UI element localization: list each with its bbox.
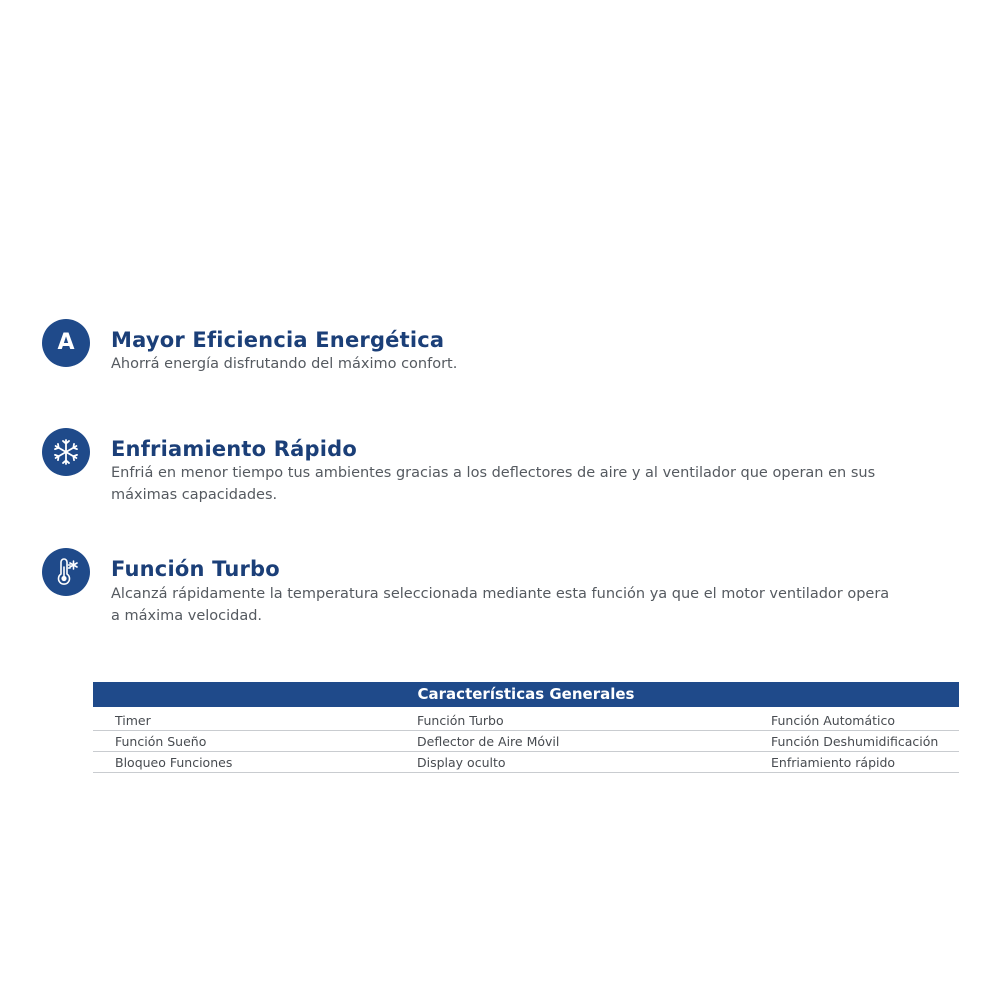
general-specs-table [93,682,959,773]
table-cell: Función Turbo [405,710,733,731]
thermometer-snowflake-icon [42,548,90,596]
feature-title: Función Turbo [111,557,280,581]
energy-class-a-icon [42,319,90,367]
snowflake-icon [42,428,90,476]
specs-grid [93,710,959,773]
energy-class-letter: A [57,330,75,355]
table-cell: Deflector de Aire Móvil [405,731,733,752]
table-cell: Bloqueo Funciones [93,752,405,773]
feature-description: Enfriá en menor tiempo tus ambientes gracias a los deflectores de aire y al ventilador que operan en sus máximas capacidades. [111,465,876,503]
table-cell: Display oculto [405,752,733,773]
table-row [93,710,959,731]
specs-header: Características Generales [93,682,959,707]
table-cell: Enfriamiento rápido [733,752,959,773]
feature-title: Mayor Eficiencia Energética [111,328,445,352]
feature-title: Enfriamiento Rápido [111,437,358,461]
table-cell: Función Sueño [93,731,405,752]
table-row [93,752,959,773]
table-cell: Función Deshumidificación [733,731,959,752]
table-cell: Función Automático [733,710,959,731]
table-cell: Timer [93,710,405,731]
table-row [93,731,959,752]
feature-description: Alcanzá rápidamente la temperatura seleccionada mediante esta función ya que el motor ventilador opera a máxima velocidad. [111,586,890,624]
feature-description: Ahorrá energía disfrutando del máximo confort. [111,356,458,372]
